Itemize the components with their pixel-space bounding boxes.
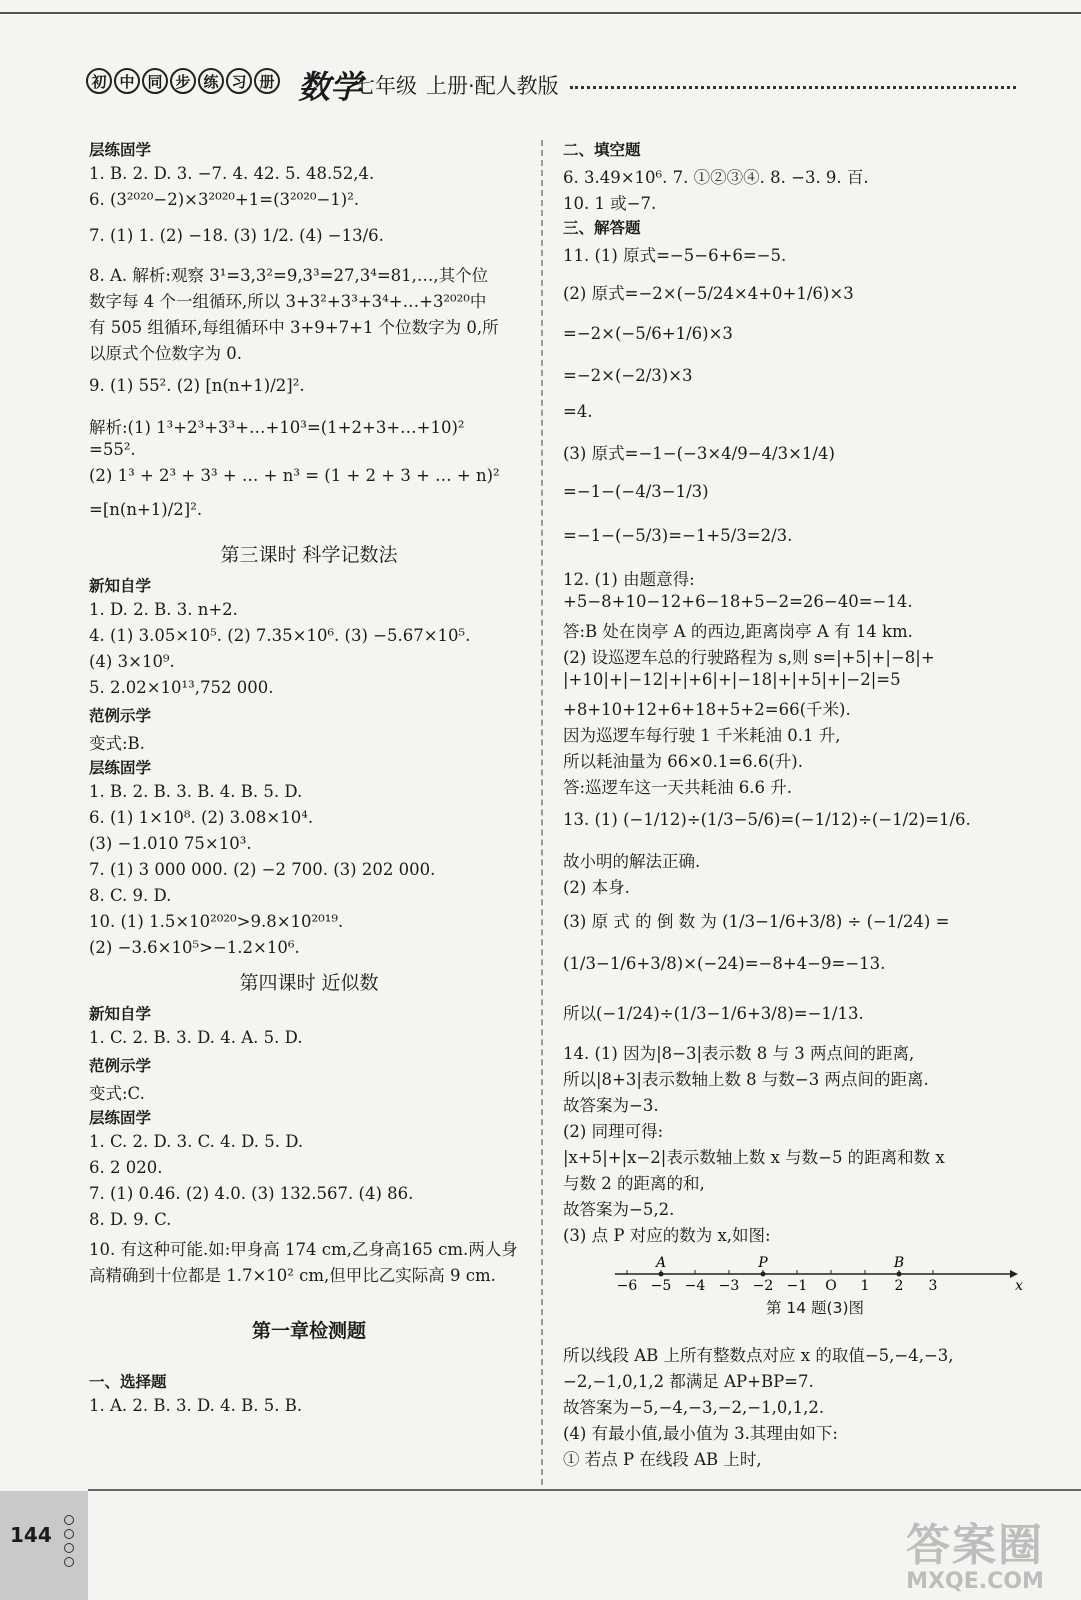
lesson-title: 第三课时 科学记数法 [220,544,398,566]
answer-line: +8+10+12+6+18+5+2=66(千米). [563,700,851,719]
answer-line: 8. A. 解析:观察 3¹=3,3²=9,3³=27,3⁴=81,…,其个位 [89,266,489,285]
answer-line: 14. (1) 因为|8−3|表示数 8 与 3 两点间的距离, [563,1044,915,1063]
answer-line: (3) 点 P 对应的数为 x,如图: [563,1226,771,1245]
answer-line: (2) 1³ + 2³ + 3³ + … + n³ = (1 + 2 + 3 + … + n)² [89,466,500,485]
lesson-title: 第一章检测题 [251,1320,366,1342]
section-heading: 层练固学 [89,1109,152,1127]
answer-line: 与数 2 的距离的和, [563,1174,705,1193]
answer-line: 解析:(1) 1³+2³+3³+…+10³=(1+2+3+…+10)² [89,418,465,437]
series-char: 册 [254,68,280,94]
answer-line: 1. D. 2. B. 3. n+2. [89,600,238,619]
point-marker [897,1272,902,1277]
answer-line: 数字每 4 个一组循环,所以 3+3²+3³+3⁴+…+3²⁰²⁰中 [89,292,487,311]
series-title [86,68,280,94]
answer-line: 所以线段 AB 上所有整数点对应 x 的取值−5,−4,−3, [563,1346,954,1365]
axis-label: x [1015,1278,1023,1294]
answer-line: 10. 有这种可能.如:甲身高 174 cm,乙身高165 cm.两人身 [89,1240,518,1259]
answer-line: 以原式个位数字为 0. [89,344,242,363]
point-label: P [758,1256,768,1271]
answer-line: 答:巡逻车这一天共耗油 6.6 升. [563,778,793,797]
tick-label: −4 [684,1278,706,1294]
answer-line: (2) 原式=−2×(−5/24×4+0+1/6)×3 [563,284,854,303]
tick-label: −1 [786,1278,808,1294]
number-line-figure [615,1256,1025,1318]
number-line [615,1256,1025,1296]
page-header [86,64,1016,104]
lesson-title: 第四课时 近似数 [239,972,379,994]
answer-line: |+10|+|−12|+|+6|+|−18|+|+5|+|−2|=5 [563,670,901,689]
page-footer [0,1483,1081,1600]
answer-line: 1. B. 2. B. 3. B. 4. B. 5. D. [89,782,303,801]
tick-label: 3 [928,1278,938,1294]
answer-line: (2) 同理可得: [563,1122,664,1141]
series-char: 中 [114,68,140,94]
answer-line: 1. C. 2. B. 3. D. 4. A. 5. D. [89,1028,303,1047]
answer-line: 所以(−1/24)÷(1/3−1/6+3/8)=−1/13. [563,1004,864,1023]
decorative-dots [64,1515,74,1567]
answer-line: 6. (3²⁰²⁰−2)×3²⁰²⁰+1=(3²⁰²⁰−1)². [89,190,360,209]
answer-line: 10. (1) 1.5×10²⁰²⁰>9.8×10²⁰¹⁹. [89,912,344,931]
section-heading: 范例示学 [89,707,152,725]
answer-line: 有 505 组循环,每组循环中 3+9+7+1 个位数字为 0,所 [89,318,499,337]
answer-line: =−2×(−2/3)×3 [563,366,693,385]
answer-line: 故答案为−5,−4,−3,−2,−1,0,1,2. [563,1398,825,1417]
answer-line: (2) 本身. [563,878,630,897]
answer-line: 11. (1) 原式=−5−6+6=−5. [563,246,787,265]
answer-line: =55². [89,440,136,459]
section-heading: 层练固学 [89,759,152,777]
point-marker [659,1272,664,1277]
watermark-url: MXQE.COM [906,1569,1044,1594]
answer-line: 5. 2.02×10¹³,752 000. [89,678,274,697]
answer-line: |x+5|+|x−2|表示数轴上数 x 与数−5 的距离和数 x [563,1148,945,1167]
answer-line: 变式:C. [89,1084,145,1103]
answer-line: (3) 原式=−1−(−3×4/9−4/3×1/4) [563,444,835,463]
tick-label: −3 [718,1278,740,1294]
answer-line: 答:B 处在岗亭 A 的西边,距离岗亭 A 有 14 km. [563,622,913,641]
answer-line: 所以|8+3|表示数轴上数 8 与数−3 两点间的距离. [563,1070,929,1089]
edition-label: 上册·配人教版 [426,74,559,98]
answer-line: =−1−(−4/3−1/3) [563,482,709,501]
series-char: 步 [170,68,196,94]
answer-line: 因为巡逻车每行驶 1 千米耗油 0.1 升, [563,726,841,745]
answer-line: 9. (1) 55². (2) [n(n+1)/2]². [89,376,305,395]
answer-line: 所以耗油量为 66×0.1=6.6(升). [563,752,803,771]
section-heading: 层练固学 [89,141,152,159]
answer-line: 7. (1) 0.46. (2) 4.0. (3) 132.567. (4) 86. [89,1184,414,1203]
answer-line: 4. (1) 3.05×10⁵. (2) 7.35×10⁶. (3) −5.67×10⁵. [89,626,471,645]
tick-label: O [825,1278,837,1294]
tick-label: −5 [650,1278,672,1294]
grade-label: 七年级 [354,74,417,98]
point-marker [761,1272,766,1277]
answer-line: (2) 设巡逻车总的行驶路程为 s,则 s=|+5|+|−8|+ [563,648,935,667]
answer-line: ① 若点 P 在线段 AB 上时, [563,1450,762,1469]
answer-line: 10. 1 或−7. [563,194,657,213]
tick-label: −2 [752,1278,774,1294]
tick-label: 2 [894,1278,904,1294]
answer-line: (1/3−1/6+3/8)×(−24)=−8+4−9=−13. [563,954,886,973]
answer-line: (2) −3.6×10⁵>−1.2×10⁶. [89,938,300,957]
watermark-logo [880,1509,1070,1594]
series-char: 初 [86,68,112,94]
answer-line: 6. 2 020. [89,1158,163,1177]
page-number: 144 [10,1523,52,1547]
answer-line: =4. [563,402,593,421]
answer-line: 1. C. 2. D. 3. C. 4. D. 5. D. [89,1132,304,1151]
answer-line: =−1−(−5/3)=−1+5/3=2/3. [563,526,793,545]
section-heading: 一、选择题 [89,1373,167,1391]
point-label: B [893,1256,905,1271]
answer-line: 1. A. 2. B. 3. D. 4. B. 5. B. [89,1396,303,1415]
answer-line: −2,−1,0,1,2 都满足 AP+BP=7. [563,1372,814,1391]
series-char: 习 [226,68,252,94]
answer-line: 6. (1) 1×10⁸. (2) 3.08×10⁴. [89,808,314,827]
section-heading: 二、填空题 [563,141,641,159]
section-heading: 三、解答题 [563,219,641,237]
series-char: 练 [198,68,224,94]
answer-line: (4) 3×10⁹. [89,652,175,671]
section-heading: 新知自学 [89,577,152,595]
column-divider [541,140,543,1485]
answer-line: 1. B. 2. D. 3. −7. 4. 42. 5. 48.52,4. [89,164,375,183]
answer-line: 变式:B. [89,734,145,753]
answer-line: 8. C. 9. D. [89,886,172,905]
series-char: 同 [142,68,168,94]
header-dotted-rule [570,86,1016,89]
point-label: A [655,1256,667,1271]
watermark-text: 答案圈 [906,1520,1044,1571]
section-heading: 范例示学 [89,1057,152,1075]
answer-line: (3) 原 式 的 倒 数 为 (1/3−1/6+3/8) ÷ (−1/24) = [563,912,950,931]
answer-line: 高精确到十位都是 1.7×10² cm,但甲比乙实际高 9 cm. [89,1266,496,1285]
answer-line: 故答案为−3. [563,1096,659,1115]
axis-arrow [1010,1270,1018,1278]
answer-line: +5−8+10−12+6−18+5−2=26−40=−14. [563,592,913,611]
answer-line: 13. (1) (−1/12)÷(1/3−5/6)=(−1/12)÷(−1/2)=1/6. [563,810,971,829]
answer-line: 故小明的解法正确. [563,852,701,871]
tick-label: −6 [616,1278,638,1294]
answer-line: 12. (1) 由题意得: [563,570,695,589]
answer-line: =−2×(−5/6+1/6)×3 [563,324,733,343]
answer-line: (3) −1.010 75×10³. [89,834,252,853]
top-rule [0,12,1081,14]
section-heading: 新知自学 [89,1005,152,1023]
answer-line: 8. D. 9. C. [89,1210,172,1229]
tick-label: 1 [860,1278,870,1294]
answer-line: (4) 有最小值,最小值为 3.其理由如下: [563,1424,838,1443]
answer-line: 7. (1) 3 000 000. (2) −2 700. (3) 202 000. [89,860,436,879]
answer-line: =[n(n+1)/2]². [89,500,203,519]
subject-title: 数学 [298,68,363,106]
answer-line: 7. (1) 1. (2) −18. (3) 1/2. (4) −13/6. [89,226,384,245]
answer-line: 故答案为−5,2. [563,1200,675,1219]
figure-caption: 第 14 题(3)图 [765,1299,865,1317]
footer-rule [88,1489,1081,1491]
answer-line: 6. 3.49×10⁶. 7. ①②③④. 8. −3. 9. 百. [563,168,869,187]
